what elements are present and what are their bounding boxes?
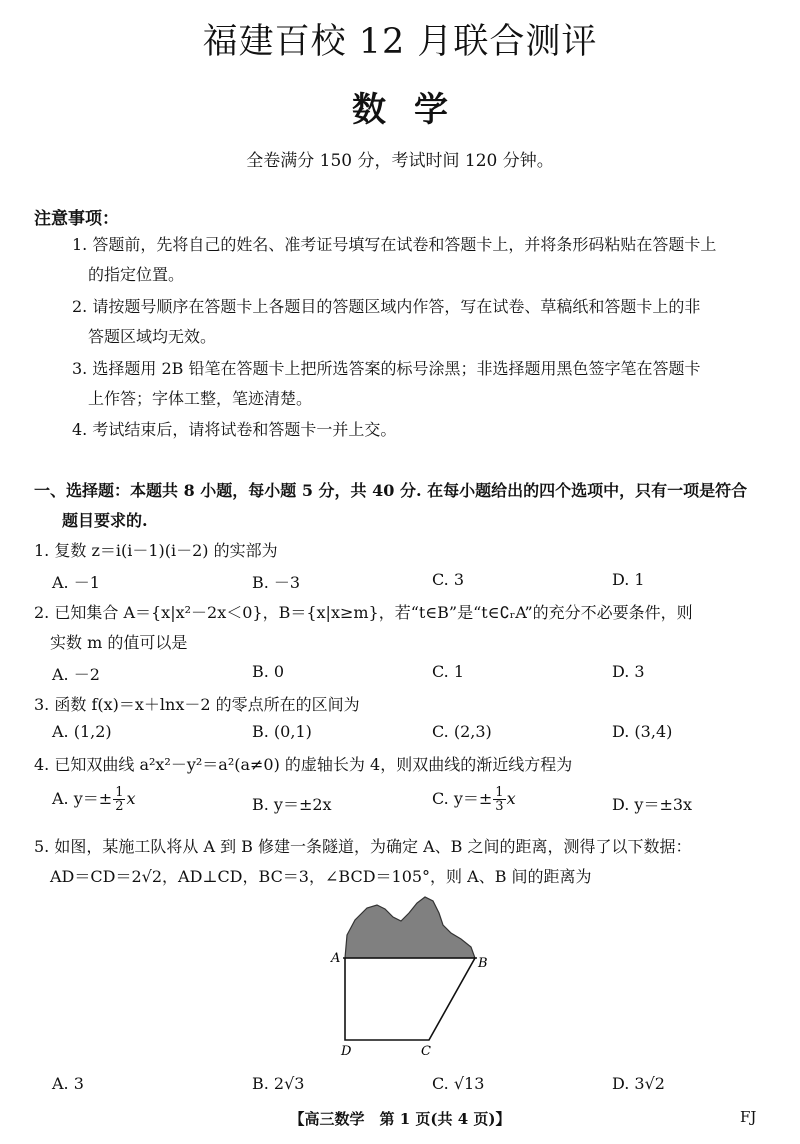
label-d: D: [341, 1044, 352, 1059]
fraction-one-third: $\frac{1}{3}$: [495, 785, 504, 814]
q5-option-d: D. 3√2: [612, 1074, 665, 1093]
q4-option-a: A. y＝± $\frac{1}{2}$ x: [52, 785, 136, 814]
question-5: 5. 如图，某施工队将从 A 到 B 修建一条隧道，为确定 A、B 之间的距离，测得了以下数据： AD＝CD＝2√2，AD⊥CD，BC＝3，∠BCD＝105°，则 A、B 间的距离为: [34, 837, 692, 886]
question-4: 4. 已知双曲线 a²x²－y²＝a²(a≠0) 的虚轴长为 4，则双曲线的渐近线方程为: [34, 755, 573, 774]
q3-option-c: C. (2,3): [432, 722, 492, 741]
q3-option-b: B. (0,1): [252, 722, 312, 741]
quadrilateral-adcb: [345, 958, 475, 1040]
subject-title: 数学: [352, 90, 476, 130]
q2-option-c: C. 1: [432, 662, 465, 681]
notice-heading: 注意事项：: [34, 209, 119, 229]
q1-option-b: B. －3: [252, 573, 301, 592]
question-3: 3. 函数 f(x)＝x＋lnx－2 的零点所在的区间为: [34, 695, 360, 714]
q3-option-a: A. (1,2): [52, 722, 112, 741]
tunnel-figure: [325, 895, 495, 1060]
section-heading: 一、选择题：本题共 8 小题，每小题 5 分，共 40 分. 在每小题给出的四个选项中，只有一项是符合 题目要求的.: [34, 481, 748, 530]
exam-info: 全卷满分 150 分，考试时间 120 分钟。: [246, 151, 554, 171]
notice-item-2: 2. 请按题号顺序在答题卡上各题目的答题区域内作答，写在试卷、草稿纸和答题卡上的非 答题区域均无效。: [72, 297, 701, 346]
q5-option-a: A. 3: [52, 1074, 84, 1093]
notice-item-1: 1. 答题前，先将自己的姓名、准考证号填写在试卷和答题卡上，并将条形码粘贴在答题卡上 的指定位置。: [72, 235, 717, 284]
q2-option-a: A. －2: [52, 665, 100, 684]
question-2: 2. 已知集合 A＝{x|x²－2x＜0}，B＝{x|x≥m}，若“t∈B”是“t∈∁ᵣA”的充分不必要条件，则 实数 m 的值可以是: [34, 603, 693, 652]
q1-option-d: D. 1: [612, 570, 645, 589]
q3-option-d: D. (3,4): [612, 722, 673, 741]
exam-title: 福建百校 12 月联合测评: [202, 22, 598, 62]
label-b: B: [478, 956, 488, 971]
notice-item-3: 3. 选择题用 2B 铅笔在答题卡上把所选答案的标号涂黑；非选择题用黑色签字笔在答题卡 上作答；字体工整，笔迹清楚。: [72, 359, 701, 408]
q4-option-d: D. y＝±3x: [612, 795, 693, 814]
footer-code: FJ: [740, 1108, 757, 1126]
fraction-one-half: $\frac{1}{2}$: [115, 785, 124, 814]
q5-option-b: B. 2√3: [252, 1074, 305, 1093]
notice-item-4: 4. 考试结束后，请将试卷和答题卡一并上交。: [72, 420, 397, 439]
q1-option-c: C. 3: [432, 570, 465, 589]
q5-option-c: C. √13: [432, 1074, 485, 1093]
q2-option-b: B. 0: [252, 662, 285, 681]
q4-option-b: B. y＝±2x: [252, 795, 332, 814]
label-c: C: [421, 1044, 431, 1059]
q1-option-a: A. －1: [52, 573, 100, 592]
q4-option-c: C. y＝± $\frac{1}{3}$ x: [432, 785, 516, 814]
question-1: 1. 复数 z＝i(i－1)(i－2) 的实部为: [34, 541, 278, 560]
mountain-shape: [345, 897, 475, 958]
q2-option-d: D. 3: [612, 662, 645, 681]
label-a: A: [331, 951, 341, 966]
page-footer: 【高三数学 第 1 页(共 4 页)】: [289, 1110, 511, 1128]
